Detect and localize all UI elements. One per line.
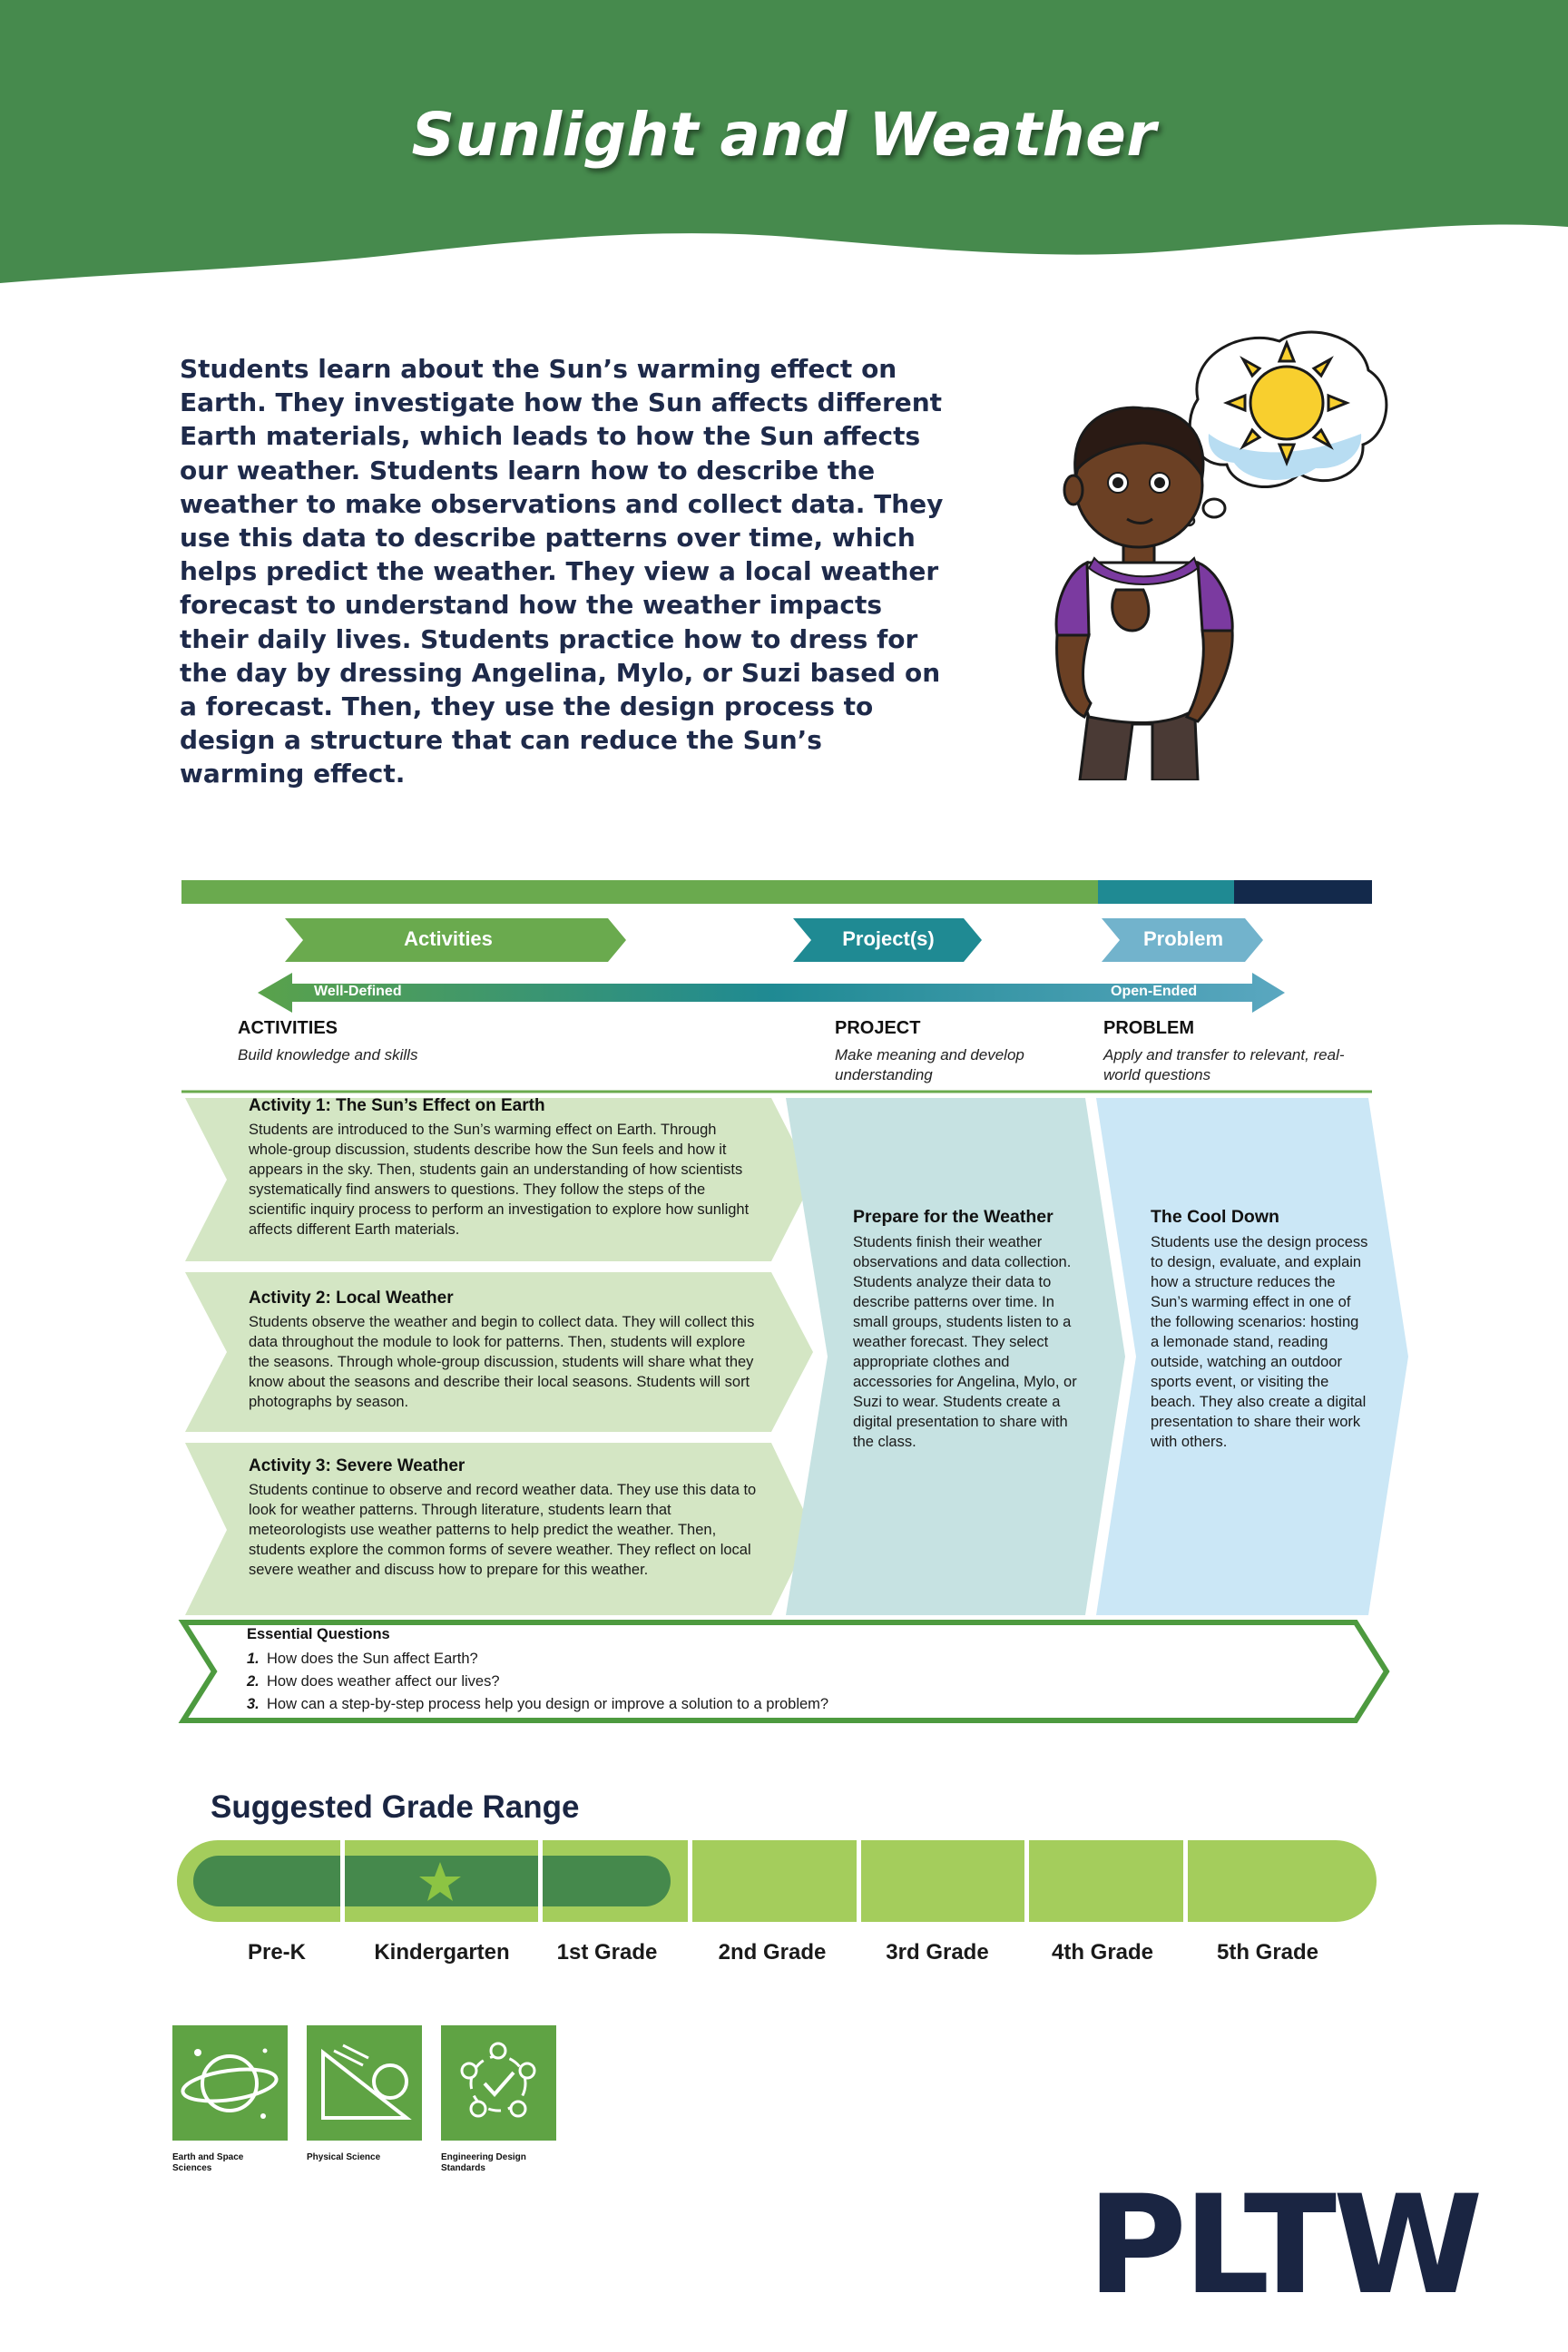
- activity-1-title: Activity 1: The Sun’s Effect on Earth: [249, 1096, 545, 1115]
- ramp-ball-icon: [307, 2025, 422, 2141]
- problem-block: [1151, 1207, 1370, 1452]
- grade-range-title: Suggested Grade Range: [211, 1789, 580, 1825]
- column-sub-project: Make meaning and develop understanding: [835, 1046, 1024, 1083]
- activity-2-body: Students observe the weather and begin to collect data. They will collect this data throughout the module to look for patterns. Then, students will explore the seasons. Through whole-group discussion, students will share what they know about the seasons and describe their local seasons. Students will sort photographs by season.: [249, 1314, 755, 1410]
- scale-label-well-defined: Well-Defined: [314, 984, 402, 999]
- grade-divider: [857, 1840, 861, 1922]
- engineering-design-tile: [441, 2025, 556, 2141]
- activity-3: [249, 1456, 757, 1580]
- column-sub-problem: Apply and transfer to relevant, real-world questions: [1103, 1046, 1345, 1083]
- problem-title: The Cool Down: [1151, 1207, 1279, 1227]
- engineering-design-label: Engineering Design Standards: [441, 2152, 526, 2173]
- activity-3-body: Students continue to observe and record weather data. They use this data to look for weather patterns. Through literature, students learn that meteorologists use weather patterns to help predict the weather. Then, students explore the common forms of severe weather. They reflect on local severe weather and discuss how to prepare for this weather.: [249, 1482, 757, 1578]
- stage-label-project: Project(s): [842, 927, 935, 950]
- essential-question-2: 2. How does weather affect our lives?: [247, 1673, 500, 1690]
- activity-1: [249, 1096, 757, 1240]
- physical-science-tile: [307, 2025, 422, 2141]
- design-cycle-icon: [441, 2025, 556, 2141]
- grade-label-pre-k: Pre-K: [247, 1940, 307, 1965]
- physical-science-label: Physical Science: [307, 2152, 381, 2162]
- grade-divider: [1024, 1840, 1029, 1922]
- column-sub-activities: Build knowledge and skills: [238, 1046, 418, 1063]
- essential-questions-title: Essential Questions: [247, 1626, 390, 1642]
- activity-2-title: Activity 2: Local Weather: [249, 1289, 454, 1308]
- scale-label-open-ended: Open-Ended: [1111, 984, 1198, 999]
- column-heading-problem: PROBLEM: [1103, 1018, 1194, 1038]
- activity-3-title: Activity 3: Severe Weather: [249, 1456, 466, 1475]
- page-title: Sunlight and Weather: [411, 100, 1157, 170]
- earth-space-sciences-tile: [172, 2025, 288, 2141]
- grade-label-1st: 1st Grade: [556, 1940, 658, 1965]
- grade-divider: [538, 1840, 543, 1922]
- earth-space-sciences-label: Earth and Space Sciences: [172, 2152, 244, 2173]
- planet-icon: [172, 2025, 288, 2141]
- essential-questions: [247, 1626, 1336, 1716]
- project-body: Students finish their weather observations and data collection. Students analyze their data to describe patterns over time. In small groups, students listen to a weather forecast. They select appropriate clothes and accessories for Angelina, Mylo, or Suzi to wear. Students create a digital presentation to share with the class.: [853, 1234, 1077, 1450]
- project-block: [853, 1207, 1082, 1452]
- essential-question-1: 1. How does the Sun affect Earth?: [247, 1651, 478, 1667]
- problem-body: Students use the design process to design, evaluate, and explain how a structure reduces the Sun’s warming effect in one of the following scenarios: hosting a lemonade stand, reading outside, watching an outdoor sports event, or visiting the beach. They also create a digital presentation to share their work with others.: [1151, 1234, 1368, 1450]
- grade-label-3rd: 3rd Grade: [886, 1940, 989, 1965]
- stage-label-activities: Activities: [404, 927, 493, 950]
- intro-paragraph: Students learn about the Sun’s warming effect on Earth. They investigate how the Sun affects different Earth materials, which leads to how the Sun affects our weather. Students learn how to describe the weather to make observations and collect data. They use this data to describe patterns over time, which helps predict the weather. They view a local weather forecast to understand how the weather impacts their daily lives. Students practice how to dress for the day by dressing Angelina, Mylo, or Suzi based on a forecast. Then, they use the design process to design a structure that can reduce the Sun’s warming effect.: [180, 354, 944, 789]
- grade-label-5th: 5th Grade: [1216, 1940, 1319, 1965]
- activity-1-body: Students are introduced to the Sun’s warming effect on Earth. Through whole-group discussion, students describe how the Sun feels and how it appears in the sky. Then, students gain an understanding of how scientists systematically find answers to questions. They follow the steps of the scientific inquiry process to perform an investigation to explore how sunlight affects different Earth materials.: [249, 1122, 750, 1238]
- grade-label-2nd: 2nd Grade: [718, 1940, 827, 1965]
- essential-question-3: 3. How can a step-by-step process help you design or improve a solution to a problem?: [247, 1696, 829, 1712]
- column-heading-activities: ACTIVITIES: [238, 1018, 338, 1038]
- star-icon: [417, 1860, 463, 1904]
- grade-divider: [688, 1840, 692, 1922]
- project-title: Prepare for the Weather: [853, 1207, 1054, 1227]
- stage-label-problem: Problem: [1142, 927, 1224, 950]
- grade-label-kindergarten: Kindergarten: [374, 1940, 510, 1965]
- grade-divider: [1183, 1840, 1188, 1922]
- grade-divider: [340, 1840, 345, 1922]
- column-heading-project: PROJECT: [835, 1018, 921, 1038]
- grade-range-bar: [177, 1840, 1377, 1922]
- pltw-logo: PLTW: [1087, 2167, 1480, 2325]
- activity-2: [249, 1289, 757, 1412]
- grade-label-4th: 4th Grade: [1051, 1940, 1154, 1965]
